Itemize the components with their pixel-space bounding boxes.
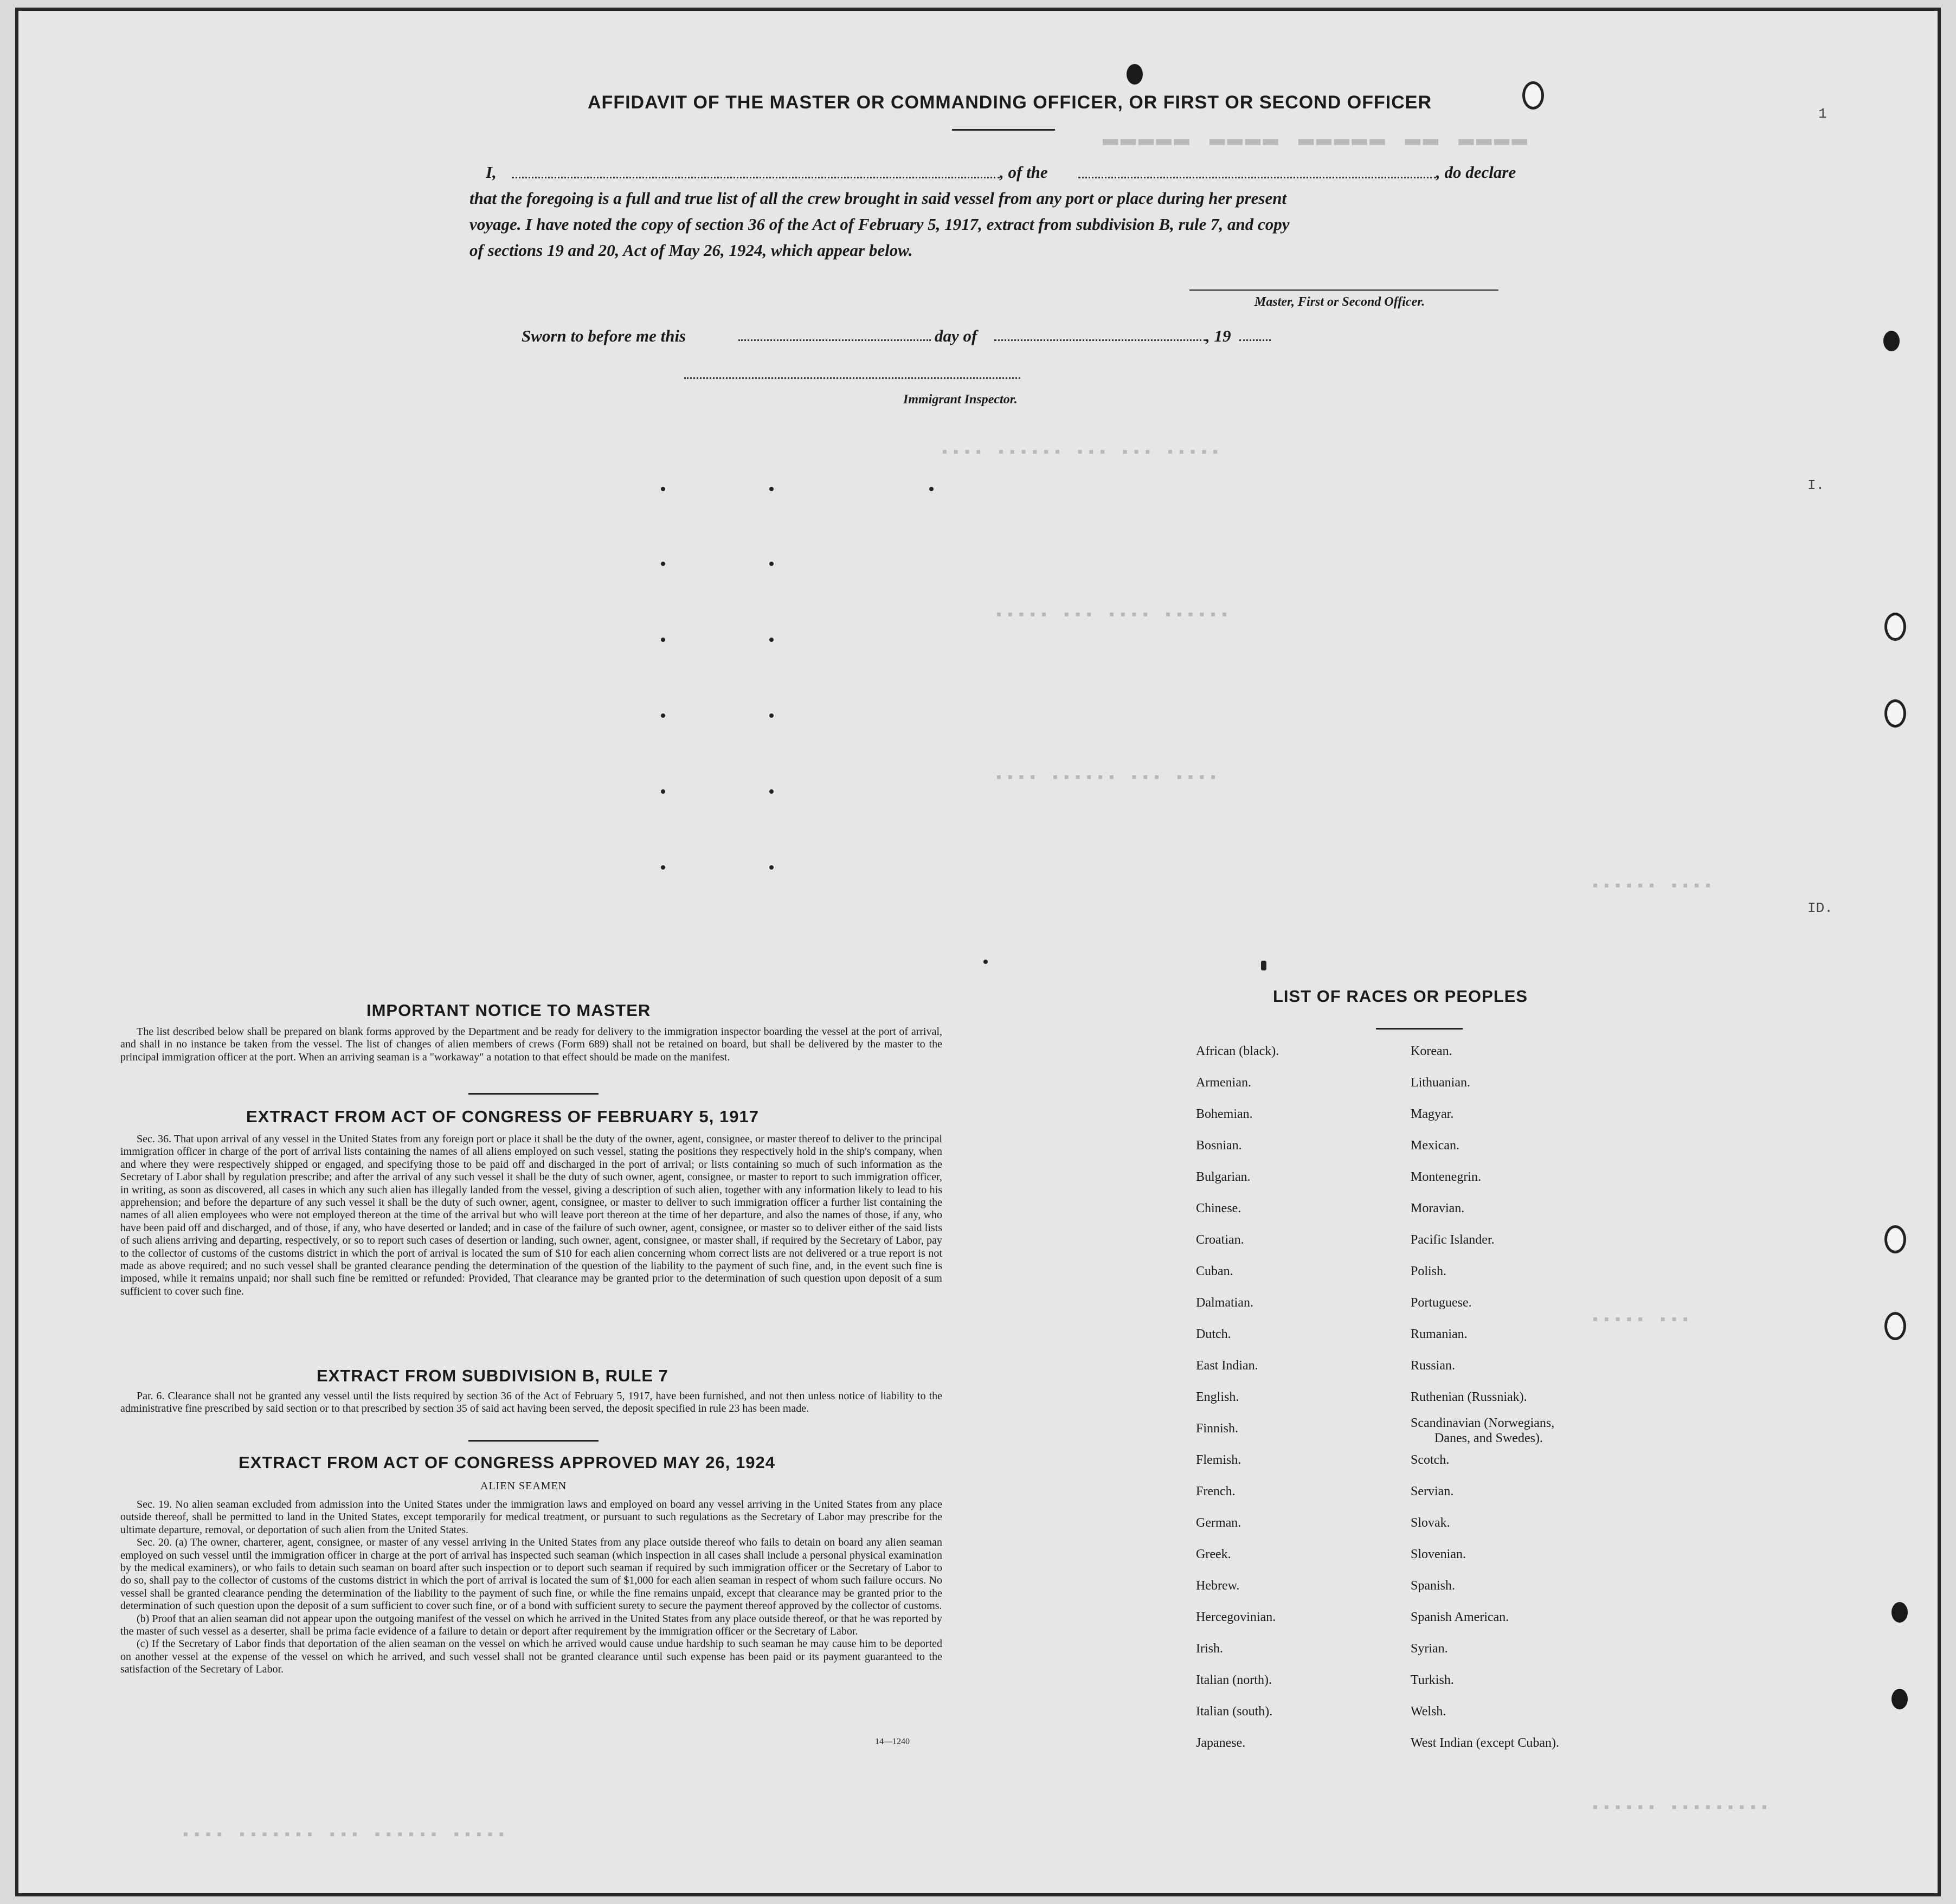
bleed-through-row: ▪▪▪▪▪ ▪▪▪ (1591, 1312, 1693, 1329)
race-item: German. (1196, 1516, 1241, 1530)
section-divider (468, 1440, 599, 1442)
bleed-through-footer: ▪▪▪▪ ▪▪▪▪▪▪▪ ▪▪▪ ▪▪▪▪▪▪ ▪▪▪▪▪ (181, 1827, 509, 1844)
race-item: French. (1196, 1484, 1236, 1498)
race-item: Hercegovinian. (1196, 1610, 1276, 1624)
race-item: Korean. (1411, 1044, 1452, 1058)
act-1924-sec20c: (c) If the Secretary of Labor finds that deportation of the alien seaman on the vessel on which he arrived would cause undue hardship to such seaman he may cause him to be deported on another vessel at the expense of the vessel on which he arrived, and such vessel shall not be granted clearance until such expense has been paid or its payment guaranteed to the satisfaction of the Secretary of Labor. (120, 1638, 942, 1676)
inspector-signature-field[interactable] (684, 377, 1020, 379)
ink-mark (661, 789, 665, 794)
race-item: Cuban. (1196, 1264, 1233, 1278)
ink-mark: ID. (1807, 900, 1833, 916)
race-item: Spanish American. (1411, 1610, 1509, 1624)
ink-mark (769, 713, 774, 718)
title-underline (952, 129, 1055, 131)
race-item: English. (1196, 1390, 1239, 1404)
race-item: Polish. (1411, 1264, 1447, 1278)
act-1917-title: EXTRACT FROM ACT OF CONGRESS OF FEBRUARY 5, 1917 (246, 1107, 759, 1126)
ink-mark: I. (1807, 477, 1825, 493)
act-1924-subtitle: ALIEN SEAMEN (480, 1480, 567, 1492)
race-item: Slovak. (1411, 1516, 1450, 1530)
act-1917-text-block (120, 1133, 942, 1298)
act-1924-sec20b: (b) Proof that an alien seaman did not appear upon the outgoing manifest of the vessel on which he arrived in the United States from any place outside thereof, or that he was reported by the master of such vessel as a deserter, shall be prima facie evidence of a failure to detain or deport after requirement by the immigration officer or the Secretary of Labor. (120, 1612, 942, 1638)
race-item: Montenegrin. (1411, 1170, 1481, 1184)
bleed-through-row: ▪▪▪▪▪ ▪▪▪ ▪▪▪▪ ▪▪▪▪▪▪ (994, 607, 1231, 624)
race-item: Flemish. (1196, 1453, 1241, 1467)
bleed-through-row: ▪▪▪▪▪▪ ▪▪▪▪ (1591, 878, 1715, 895)
race-item: Russian. (1411, 1359, 1456, 1373)
affidavit-line-2: that the foregoing is a full and true list of all the crew brought in said vessel from any port or place during her present (469, 189, 1287, 208)
race-item: Chinese. (1196, 1201, 1241, 1215)
ink-mark: 1 (1818, 106, 1827, 122)
sworn-day-of: day of (935, 326, 977, 345)
sworn-month-field[interactable] (994, 339, 1206, 341)
bleed-through-heading: ▬▬▬▬▬ ▬▬▬▬ ▬▬▬▬▬ ▬▬ ▬▬▬▬ (1103, 125, 1530, 154)
bleed-through-row: ▪▪▪▪ ▪▪▪▪▪▪ ▪▪▪ ▪▪▪▪ (994, 770, 1220, 787)
signature-line[interactable] (1189, 290, 1498, 291)
race-item: Armenian. (1196, 1076, 1251, 1090)
race-item: Scandinavian (Norwegians, (1411, 1416, 1555, 1430)
ink-mark (929, 487, 934, 491)
ink-mark (769, 562, 774, 566)
race-item: Bosnian. (1196, 1138, 1242, 1153)
race-item: Bohemian. (1196, 1107, 1253, 1121)
race-item: Slovenian. (1411, 1547, 1466, 1561)
race-item: West Indian (except Cuban). (1411, 1736, 1559, 1750)
ink-mark (661, 638, 665, 642)
punch-hole (1891, 1689, 1908, 1709)
race-item: Lithuanian. (1411, 1076, 1470, 1090)
ink-mark (769, 638, 774, 642)
punch-hole (1883, 331, 1900, 351)
punch-hole (1884, 1225, 1906, 1253)
ink-mark (769, 487, 774, 491)
ink-mark (661, 487, 665, 491)
race-item: Finnish. (1196, 1421, 1239, 1436)
ink-mark (661, 562, 665, 566)
inspector-caption: Immigrant Inspector. (903, 393, 1018, 407)
race-item: Mexican. (1411, 1138, 1459, 1153)
sworn-year-field[interactable] (1239, 339, 1271, 341)
race-item: Scotch. (1411, 1453, 1450, 1467)
sworn-day-field[interactable] (738, 339, 931, 341)
race-item: Magyar. (1411, 1107, 1454, 1121)
punch-hole (1522, 81, 1544, 110)
punch-hole (1884, 1312, 1906, 1340)
form-number: 14—1240 (875, 1737, 910, 1746)
race-item: East Indian. (1196, 1359, 1258, 1373)
declare-of-the: , of the (1000, 163, 1048, 182)
notice-text-block (120, 1026, 942, 1064)
race-item: Pacific Islander. (1411, 1233, 1495, 1247)
affidavit-line-3: voyage. I have noted the copy of section 36 of the Act of February 5, 1917, extract from subdivision B, rule 7, and copy (469, 215, 1290, 234)
punch-hole (1884, 699, 1906, 728)
race-item: Dutch. (1196, 1327, 1231, 1341)
race-item-continuation: Danes, and Swedes). (1434, 1431, 1543, 1445)
notice-title: IMPORTANT NOTICE TO MASTER (366, 1001, 651, 1020)
declare-end: , do declare (1436, 163, 1516, 182)
act-1924-title: EXTRACT FROM ACT OF CONGRESS APPROVED MAY 26, 1924 (239, 1453, 775, 1472)
races-title: LIST OF RACES OR PEOPLES (1273, 987, 1528, 1006)
race-item: Spanish. (1411, 1579, 1456, 1593)
notice-text: The list described below shall be prepared on blank forms approved by the Department and be ready for delivery to the immigration inspector boarding the vessel at the port of arrival, and shall in no instance be taken from the vessel. The list of changes of alien members of crews (Form 689) shall not be retained on board, but shall be delivered by the master to the principal immigration officer at the port. When an arriving seaman is a "workaway" a notation to that effect should be made on the manifest. (120, 1026, 942, 1063)
bleed-through-footer: ▪▪▪▪▪▪ ▪▪▪▪▪▪▪▪▪ (1591, 1800, 1771, 1817)
declare-i: I, (486, 163, 497, 182)
rule-7-title: EXTRACT FROM SUBDIVISION B, RULE 7 (317, 1366, 668, 1385)
ink-mark (983, 960, 988, 964)
race-item: Dalmatian. (1196, 1296, 1253, 1310)
ink-mark (661, 713, 665, 718)
race-item: Irish. (1196, 1642, 1223, 1656)
act-1924-sec20a: Sec. 20. (a) The owner, charterer, agent, consignee, or master of any vessel arriving in the United States from any place outside thereof who fails to detain on board any alien seaman employed on such vessel until the immigration officer in charge at the port of arrival has inspected such seaman (which inspection in all cases shall include a personal physical examination by the medical examiners), or who fails to detain such seaman on board after such inspection or to deport such seaman if required by such immigration officer or the Secretary of Labor to do so, shall pay to the collector of customs of the customs district in which the port of arrival is located the sum of $1,000 for each alien seaman in respect of whom such failure occurs. No vessel shall be granted clearance pending the determination of the liability to the payment of such fine, or while the fine remains unpaid, except that clearance may be granted prior to the determination of such question upon the deposit of a sum sufficient to cover such fine, or of a bond with sufficient surety to secure the payment thereof approved by the collector of customs. (120, 1536, 942, 1612)
punch-hole (1891, 1602, 1908, 1623)
bleed-through-row: ▪▪▪▪ ▪▪▪▪▪▪ ▪▪▪ ▪▪▪ ▪▪▪▪▪ (940, 445, 1222, 461)
race-item: Portuguese. (1411, 1296, 1472, 1310)
ink-mark (769, 865, 774, 870)
race-item: Ruthenian (Russniak). (1411, 1390, 1527, 1404)
race-item: Turkish. (1411, 1673, 1454, 1687)
document-page (15, 8, 1941, 1896)
races-underline (1376, 1028, 1463, 1030)
section-divider (468, 1093, 599, 1095)
punch-hole (1884, 613, 1906, 641)
race-item: Bulgarian. (1196, 1170, 1251, 1184)
affidavit-title: AFFIDAVIT OF THE MASTER OR COMMANDING OFFICER, OR FIRST OR SECOND OFFICER (588, 92, 1432, 113)
sworn-year: , 19 (1206, 326, 1231, 345)
rule-7-text: Par. 6. Clearance shall not be granted any vessel until the lists required by section 36 of the Act of February 5, 1917, have been furnished, and not then unless notice of liability to the administrative fine prescribed by said section or to that prescribed by section 35 of said act having been served, the deposit specified in rule 23 has been made. (120, 1390, 942, 1415)
act-1924-text-block (120, 1498, 942, 1676)
punch-hole (1127, 64, 1143, 85)
race-item: African (black). (1196, 1044, 1279, 1058)
rule-7-text-block (120, 1390, 942, 1416)
race-item: Moravian. (1411, 1201, 1465, 1215)
ink-mark (769, 789, 774, 794)
race-item: Rumanian. (1411, 1327, 1468, 1341)
race-item: Italian (north). (1196, 1673, 1272, 1687)
declarant-name-field[interactable] (512, 177, 1000, 178)
race-item: Greek. (1196, 1547, 1231, 1561)
race-item: Italian (south). (1196, 1704, 1273, 1719)
race-item: Croatian. (1196, 1233, 1244, 1247)
ink-mark (661, 865, 665, 870)
race-item: Servian. (1411, 1484, 1454, 1498)
race-item: Welsh. (1411, 1704, 1446, 1719)
signature-caption: Master, First or Second Officer. (1254, 295, 1425, 309)
affidavit-line-4: of sections 19 and 20, Act of May 26, 1924, which appear below. (469, 241, 913, 260)
race-item: Syrian. (1411, 1642, 1448, 1656)
race-item: Hebrew. (1196, 1579, 1240, 1593)
sworn-prefix: Sworn to before me this (522, 326, 686, 345)
act-1917-text: Sec. 36. That upon arrival of any vessel in the United States from any foreign port or place it shall be the duty of the owner, agent, consignee, or master thereof to deliver to the principal immigration officer in charge of the port of arrival lists containing the names of all aliens employed on such vessel, stating the positions they respectively hold in the ship's company, when and where they were respectively shipped or engaged, and specifying those to be paid off and discharged in the port of arrival; or lists containing so much of such information as the Secretary of Labor shall by regulation prescribe; and after the arrival of any such vessel it shall be the duty of such owner, agent, consignee, or master to report to such immigration officer, in writing, as soon as discovered, all cases in which any such alien has illegally landed from the vessel, giving a description of such alien, together with any information likely to lead to his apprehension; and before the departure of any such vessel it shall be the duty of such owner, agent, consignee, or master to deliver to such immigration officer a further list containing the names of all alien employees who were not employed thereon at the time of the arrival but who will leave port thereon at the time of her departure, and also the names of those, if any, who have been paid off and discharged, and of those, if any, who have deserted or landed; and in case of the failure of such owner, agent, consignee, or master so to deliver either of the said lists of such aliens arriving and departing, respectively, or so to report such cases of desertion or landing, such owner, agent, consignee, or master shall, if required by the Secretary of Labor, pay to the collector of customs of the customs district in which the port of arrival is located the sum of $10 for each alien concerning whom correct lists are not delivered or a true report is not made as above required; and no such vessel shall be granted clearance pending the determination of the question of the liability to the payment of such fine, and, in the event such fine is imposed, while it remains unpaid; nor shall such fine be remitted or refunded: Provided, That clearance may be granted prior to the determination of such question upon deposit of a sum sufficient to cover such fine. (120, 1133, 942, 1297)
race-item: Japanese. (1196, 1736, 1246, 1750)
vessel-name-field[interactable] (1078, 177, 1436, 178)
ink-mark (1261, 961, 1266, 970)
act-1924-sec19: Sec. 19. No alien seaman excluded from admission into the United States under the immigration laws and employed on board any vessel arriving in the United States from any place outside thereof, shall be permitted to land in the United States, except temporarily for medical treatment, or pursuant to such regulations as the Secretary of Labor may prescribe for the ultimate departure, removal, or deportation of such alien from the United States. (120, 1498, 942, 1536)
